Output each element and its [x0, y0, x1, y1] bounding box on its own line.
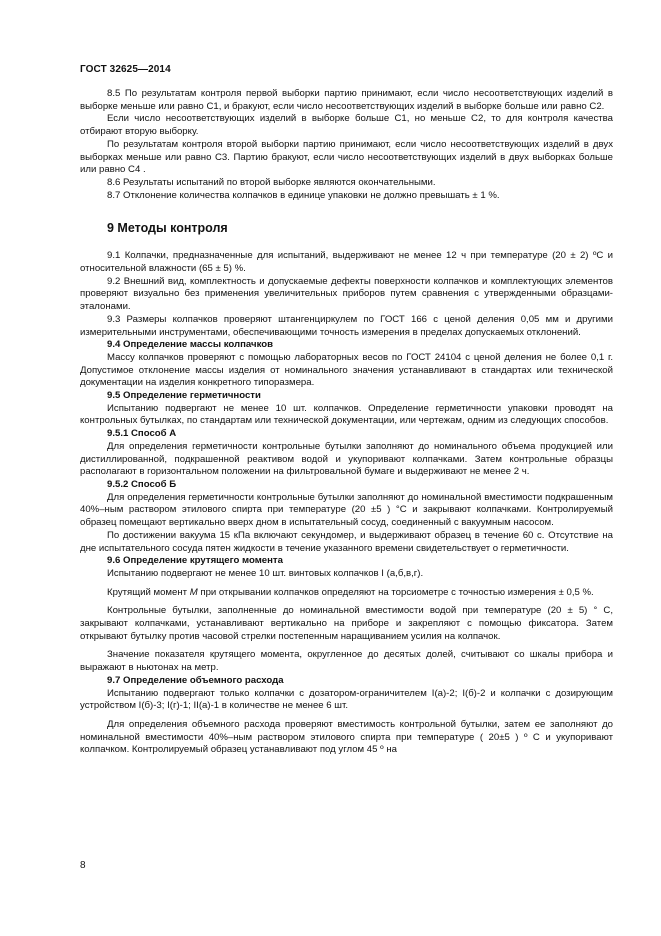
- paragraph-9-6-a: Испытанию подвергают не менее 10 шт. винтовых колпачков I (а,б,в,г).: [107, 567, 424, 579]
- page-number: 8: [80, 860, 86, 871]
- torque-text-pre: Крутящий момент: [107, 586, 190, 598]
- heading-9-6: 9.6 Определение крутящего момента: [107, 555, 283, 567]
- paragraph-8-5: 8.5 По результатам контроля первой выборки партию принимают, если число несоответствующих изделий в выборке меньше или равно С1, и бракуют, если число несоответствующих изделий в выборке больше или равно С2.: [80, 88, 613, 112]
- heading-9-5-2: 9.5.2 Способ Б: [107, 478, 177, 490]
- paragraph-9-6-b: [80, 587, 613, 600]
- heading-9-7: 9.7 Определение объемного расхода: [107, 674, 284, 686]
- heading-9-5: 9.5 Определение герметичности: [107, 390, 261, 402]
- paragraph-second-sample: Если число несоответствующих изделий в выборке больше С1, но меньше С2, то для контроля качества отбирают вторую выборку.: [80, 113, 613, 138]
- paragraph-second-result: По результатам контроля второй выборки партию принимают, если число несоответствующих изделий в двух выборках меньше или равно С3. Партию бракуют, если число несоответствующих изделий в двух выборках больше или равно С4 .: [80, 138, 613, 176]
- paragraph-9-5-2-a: Для определения герметичности контрольные бутылки заполняют до номинальной вместимости подкрашенным 40%–ным раствором этилового спирта при температуре (20 ±5 ) °С и закрывают колпачками. Контролируемый образец помещают вертикально вверх дном в испытательный сосуд, соединенный с вакуумным насосом.: [80, 491, 613, 529]
- paragraph-9-4: Массу колпачков проверяют с помощью лабораторных весов по ГОСТ 24104 с ценой деления не более 0,1 г. Допустимое отклонение массы изделия от номинального значения устанавливают в стандартах или технической документации на изделия конкретного типоразмера.: [80, 351, 613, 389]
- paragraph-8-6: 8.6 Результаты испытаний по второй выборке являются окончательными.: [107, 176, 436, 188]
- paragraph-9-6-c: Контрольные бутылки, заполненные до номинальной вместимости водой при температуре (20 ± 5) ° С, закрывают колпачками, устанавливают вертикально на приборе и закрепляют с помощью фиксатора. Затем открывают бутылку против часовой стрелки постепенным наращиванием усилия на колпачок.: [80, 605, 613, 642]
- heading-9-4: 9.4 Определение массы колпачков: [107, 339, 273, 351]
- paragraph-9-6-d: Значение показателя крутящего момента, округленное до десятых долей, считывают со шкалы прибора и выражают в ньютонах на метр.: [80, 649, 613, 674]
- paragraph-9-3: 9.3 Размеры колпачков проверяют штангенциркулем по ГОСТ 166 с ценой деления 0,05 мм и другими измерительными инструментами, обеспечивающими точность измерения в пределах допускаемых отклонений.: [80, 313, 613, 338]
- heading-9-5-1: 9.5.1 Способ А: [107, 428, 177, 440]
- paragraph-9-5-2-b: По достижении вакуума 15 кПа включают секундомер, и выдерживают образец в течение 60 с. Отсутствие на дне испытательного сосуда пятен жидкости в течение указанного времени свидетельствует о герметичности.: [80, 529, 613, 554]
- standard-header: ГОСТ 32625—2014: [80, 64, 171, 75]
- paragraph-9-7-b: Для определения объемного расхода проверяют вместимость контрольной бутылки, затем ее заполняют до номинальной вместимости 40%–ным раствором этилового спирта при температуре ( 20±5 ) º С и укупоривают колпачком. Контролируемый образец устанавливают под углом 45 º на: [80, 718, 613, 756]
- torque-text-post: при открывании колпачков определяют на торсиометре с точностью измерения ± 0,5 %.: [197, 586, 594, 598]
- paragraph-8-7: 8.7 Отклонение количества колпачков в единице упаковки не должно превышать ± 1 %.: [107, 189, 500, 201]
- paragraph-9-7-a: Испытанию подвергают только колпачки с дозатором-ограничителем I(а)-2; I(б)-2 и колпачки с дозирующим устройством I(б)-3; I(г)-1; II(а)-1 в количестве не менее 6 шт.: [80, 687, 613, 712]
- document-body: [80, 88, 613, 757]
- paragraph-9-2: 9.2 Внешний вид, комплектность и допускаемые дефекты поверхности колпачков и комплектующих элементов проверяют визуально без применения увеличительных приборов путем сравнения с утвержденными образцами-эталонами.: [80, 275, 613, 313]
- paragraph-9-5-1: Для определения герметичности контрольные бутылки заполняют до номинального объема продукцией или дистиллированной, подкрашенной реактивом водой и укупоривают колпачками. Затем контрольные образцы располагают в горизонтальном положении на фильтровальной бумаге и выдерживают не менее 2 ч.: [80, 440, 613, 478]
- paragraph-9-5: Испытанию подвергают не менее 10 шт. колпачков. Определение герметичности упаковки проводят на контрольных бутылках, по стандартам или технической документации, или чертежам, одним из следующих способов.: [80, 402, 613, 427]
- section-title: 9 Методы контроля: [107, 221, 228, 236]
- torque-symbol: М: [189, 586, 198, 598]
- paragraph-9-1: 9.1 Колпачки, предназначенные для испытаний, выдерживают не менее 12 ч при температуре (20 ± 2) ºС и относительной влажности (65 ± 5) %.: [80, 250, 613, 275]
